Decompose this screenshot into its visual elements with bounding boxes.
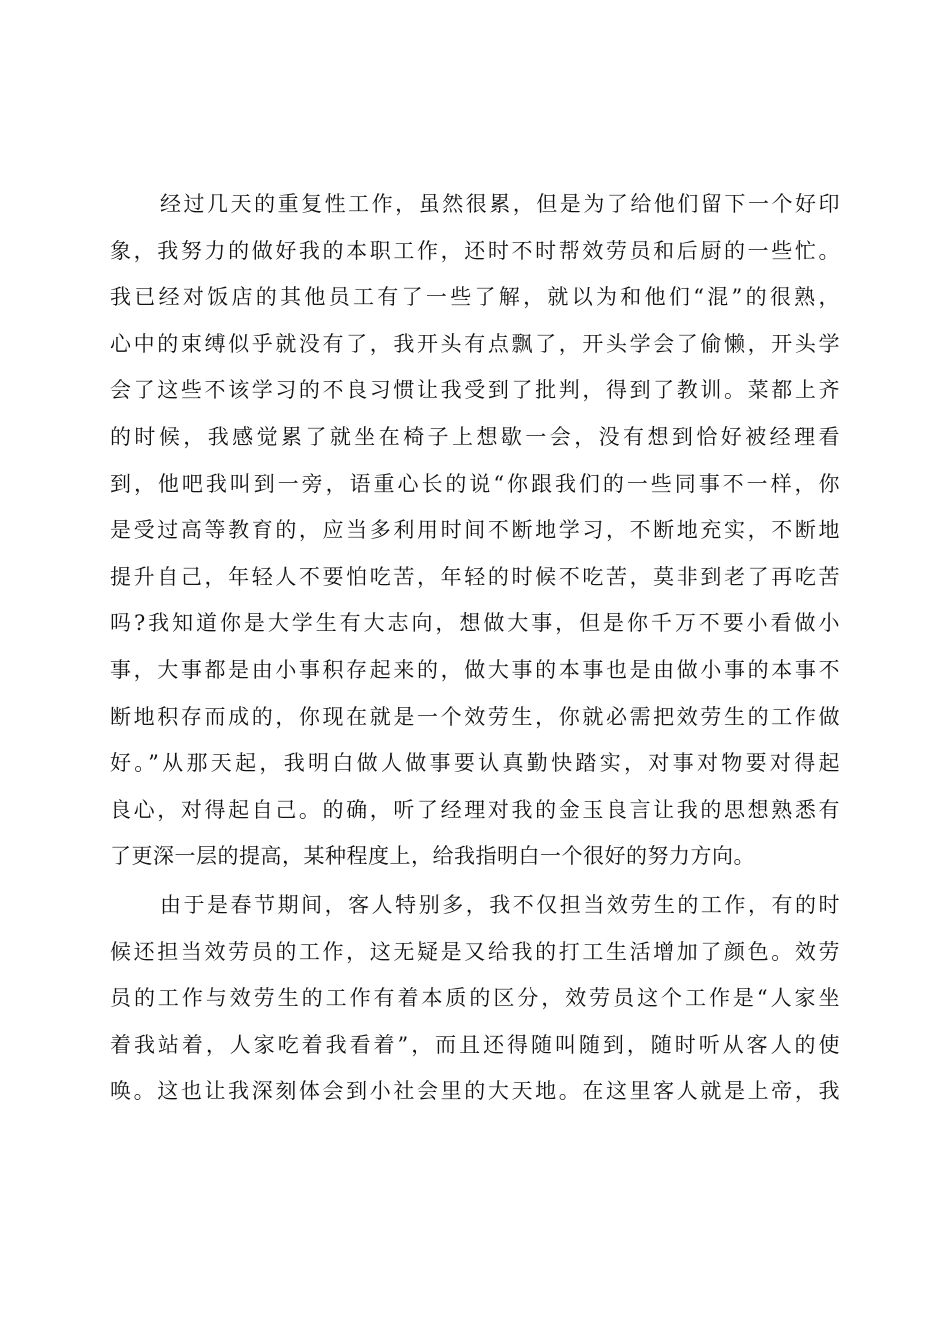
text-line: 断地积存而成的，你现在就是一个效劳生，你就必需把效劳生的工作做 [110,704,840,729]
text-line: 着我站着，人家吃着我看着”，而且还得随叫随到，随时听从客人的使 [110,1032,840,1057]
text-line: 吗?我知道你是大学生有大志向，想做大事，但是你千万不要小看做小 [110,611,840,636]
text-line: 的时候，我感觉累了就坐在椅子上想歇一会，没有想到恰好被经理看 [110,424,840,449]
paragraph [110,181,840,880]
text-line: 我已经对饭店的其他员工有了一些了解，就以为和他们“混”的很熟， [110,285,840,310]
text-line: 会了这些不该学习的不良习惯让我受到了批判，得到了教训。菜都上齐 [110,378,840,403]
text-line: 到，他吧我叫到一旁，语重心长的说“你跟我们的一些同事不一样，你 [110,471,840,496]
text-line: 由于是春节期间，客人特别多，我不仅担当效劳生的工作，有的时 [160,892,840,917]
text-line: 事，大事都是由小事积存起来的，做大事的本事也是由做小事的本事不 [110,657,840,682]
paragraph [110,882,840,1115]
text-line: 唤。这也让我深刻体会到小社会里的大天地。在这里客人就是上帝，我 [110,1079,840,1104]
text-line: 经过几天的重复性工作，虽然很累，但是为了给他们留下一个好印 [160,192,840,216]
text-line: 了更深一层的提高，某种程度上，给我指明白一个很好的努力方向。 [110,844,755,869]
document-body [110,181,840,1115]
text-line: 良心，对得起自己。的确，听了经理对我的金玉良言让我的思想熟悉有 [110,797,840,822]
text-line: 是受过高等教育的，应当多利用时间不断地学习，不断地充实，不断地 [110,518,840,543]
text-line: 候还担当效劳员的工作，这无疑是又给我的打工生活增加了颜色。效劳 [110,939,840,964]
text-line: 好。”从那天起，我明白做人做事要认真勤快踏实，对事对物要对得起 [110,751,840,776]
text-line: 员的工作与效劳生的工作有着本质的区分，效劳员这个工作是“人家坐 [110,986,840,1011]
text-line: 象，我努力的做好我的本职工作，还时不时帮效劳员和后厨的一些忙。 [110,238,840,263]
text-line: 提升自己，年轻人不要怕吃苦，年轻的时候不吃苦，莫非到老了再吃苦 [110,564,840,589]
text-line: 心中的束缚似乎就没有了，我开头有点飘了，开头学会了偷懒，开头学 [110,331,840,356]
